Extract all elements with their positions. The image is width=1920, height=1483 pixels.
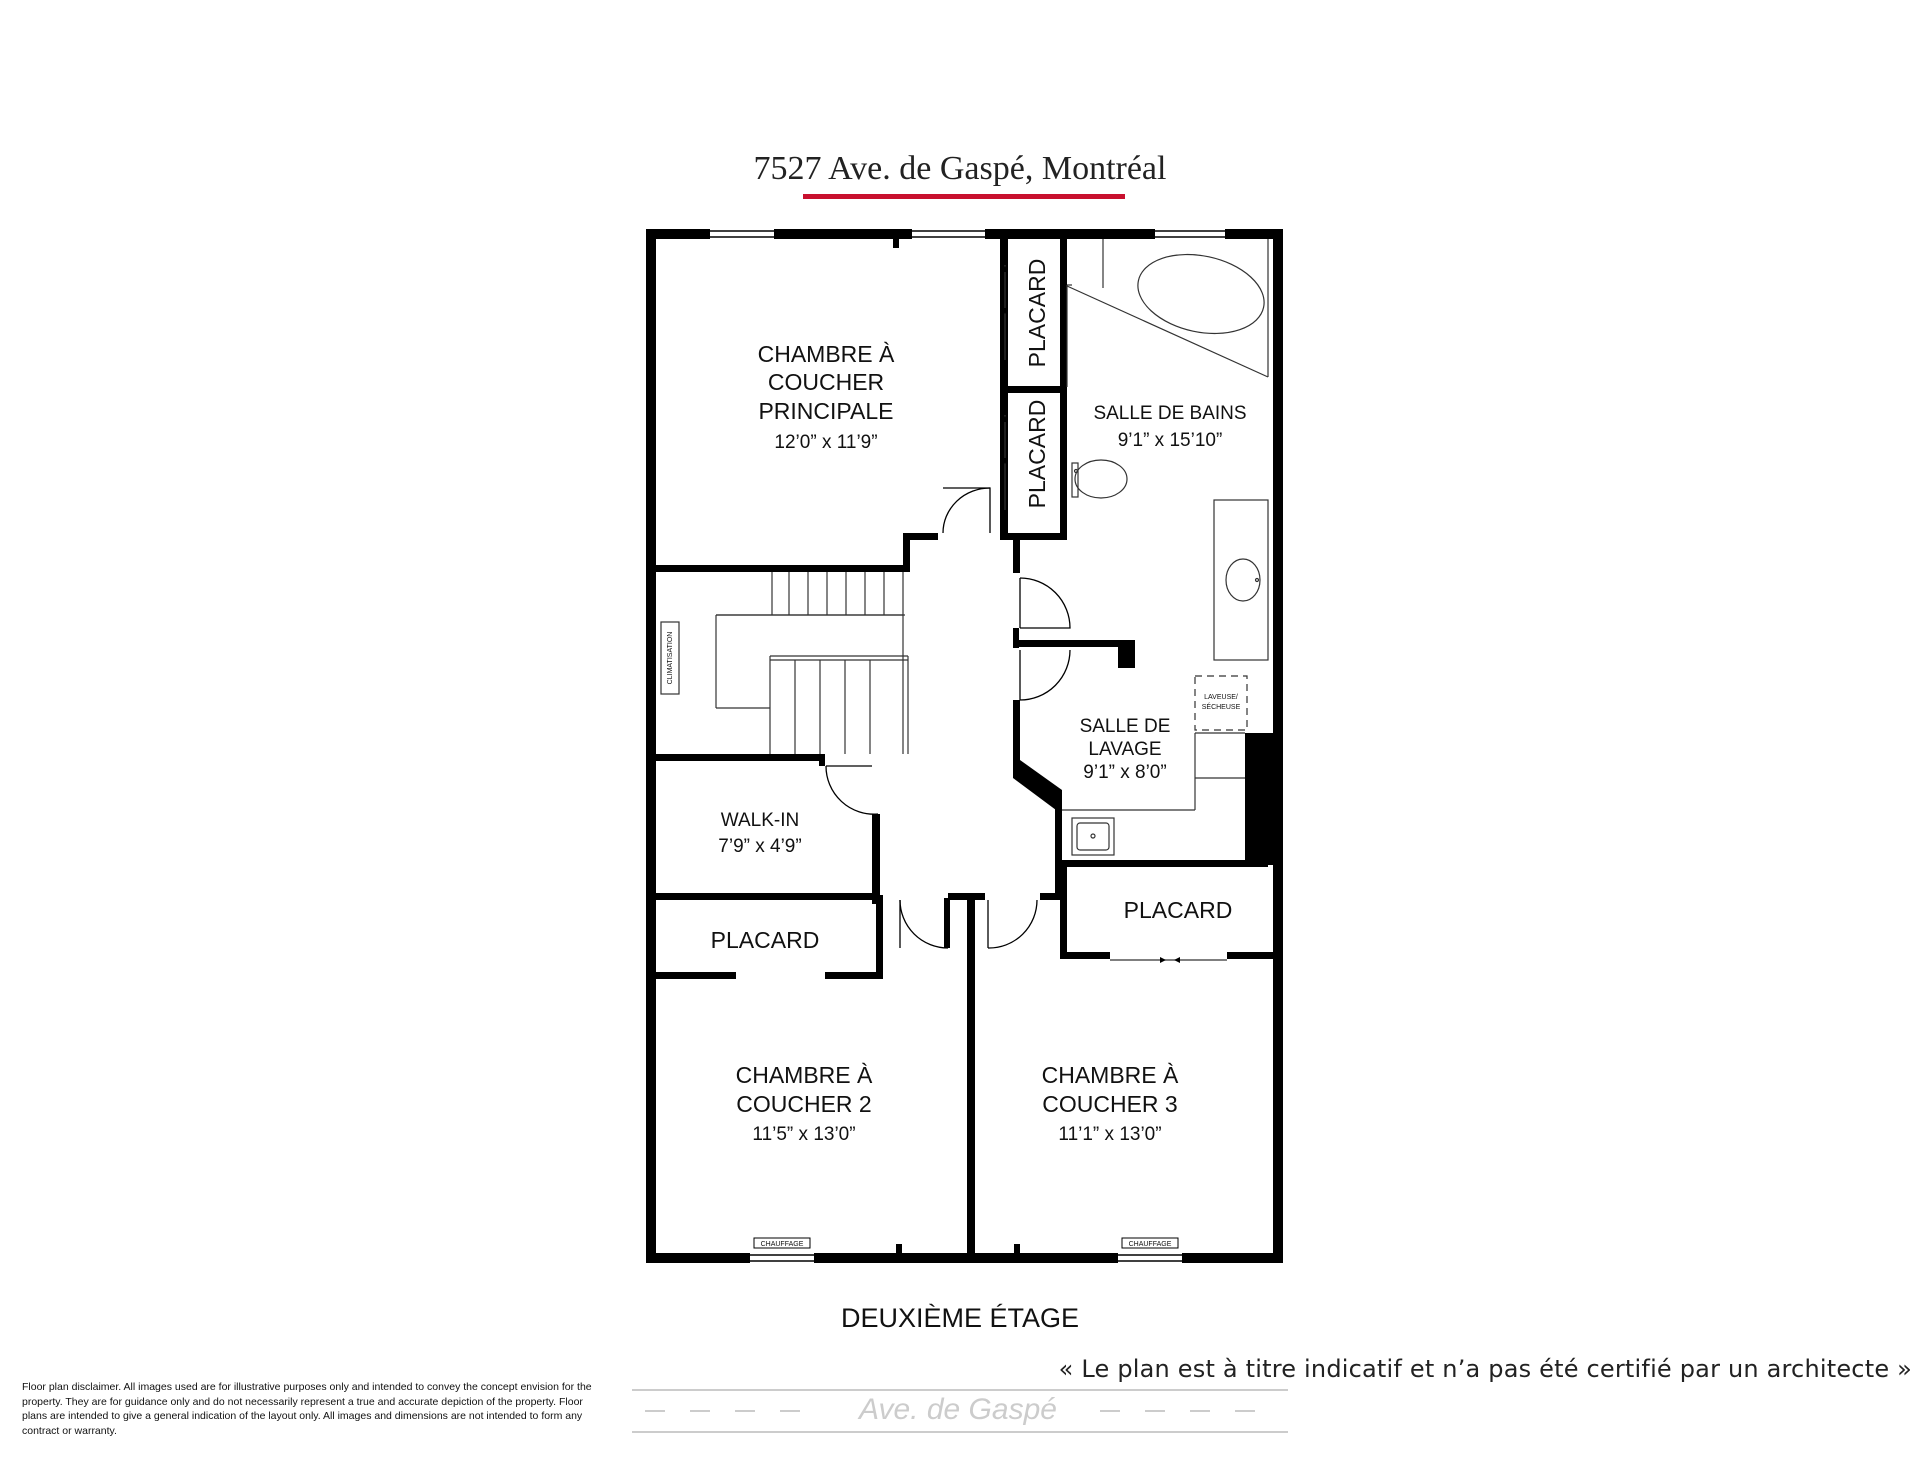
window-bottom-2	[1118, 1253, 1182, 1263]
chauffage-left-label: CHAUFFAGE	[760, 1241, 804, 1248]
placard-left-label: PLACARD	[710, 927, 820, 953]
master-dimensions: 12’0” x 11’9”	[774, 432, 878, 453]
chauffage-right-label: CHAUFFAGE	[1128, 1241, 1172, 1248]
bath-dimensions: 9’1” x 15’10”	[1117, 430, 1223, 451]
bed2-label-2: COUCHER 2	[736, 1091, 872, 1117]
window-bottom-1	[750, 1253, 814, 1263]
street-name: Ave. de Gaspé	[859, 1393, 1057, 1426]
sliding-arrows	[1002, 266, 1180, 963]
washer-label-1: LAVEUSE/	[1204, 694, 1238, 701]
laundry-label-1: SALLE DE	[1079, 716, 1171, 737]
master-label-1: CHAMBRE À	[757, 341, 895, 367]
climatisation-label: CLIMATISATION	[667, 631, 674, 685]
disclaimer: Floor plan disclaimer. All images used are for illustrative purposes only and intended to convey the concept envision for the property. They are for guidance only and do not necessarily represent a true and accurate depiction of the property. Floor plans are intended to give a general indication of the layout only. All images and dimensions are not intended to form any contract or warranty.	[22, 1381, 592, 1437]
washer-label-2: SÉCHEUSE	[1201, 704, 1241, 711]
laundry-label-2: LAVAGE	[1088, 739, 1162, 760]
master-label-3: PRINCIPALE	[758, 398, 894, 424]
bed2-dimensions: 11’5” x 13’0”	[752, 1124, 856, 1145]
laundry-dimensions: 9’1” x 8’0”	[1083, 762, 1167, 783]
placard-mid-label: PLACARD	[1024, 399, 1050, 509]
placard-top-label: PLACARD	[1024, 258, 1050, 368]
bed3-label-1: CHAMBRE À	[1041, 1062, 1179, 1088]
placard-right-label: PLACARD	[1123, 897, 1233, 923]
window-top-3	[1155, 229, 1225, 239]
plan-title: 7527 Ave. de Gaspé, Montréal	[753, 150, 1167, 187]
bed3-dimensions: 11’1” x 13’0”	[1058, 1124, 1162, 1145]
certification-note: « Le plan est à titre indicatif et n’a pas été certifié par un architecte »	[1058, 1355, 1912, 1383]
walkin-dimensions: 7’9” x 4’9”	[718, 836, 802, 857]
floor-label: DEUXIÈME ÉTAGE	[840, 1303, 1080, 1333]
master-label-2: COUCHER	[767, 369, 885, 395]
window-top-1	[710, 229, 774, 239]
window-top-2	[912, 229, 985, 239]
bath-label: SALLE DE BAINS	[1093, 403, 1247, 424]
walkin-label: WALK-IN	[720, 810, 800, 831]
door-swings	[826, 488, 1070, 948]
bed3-label-2: COUCHER 3	[1042, 1091, 1178, 1117]
bed2-label-1: CHAMBRE À	[735, 1062, 873, 1088]
